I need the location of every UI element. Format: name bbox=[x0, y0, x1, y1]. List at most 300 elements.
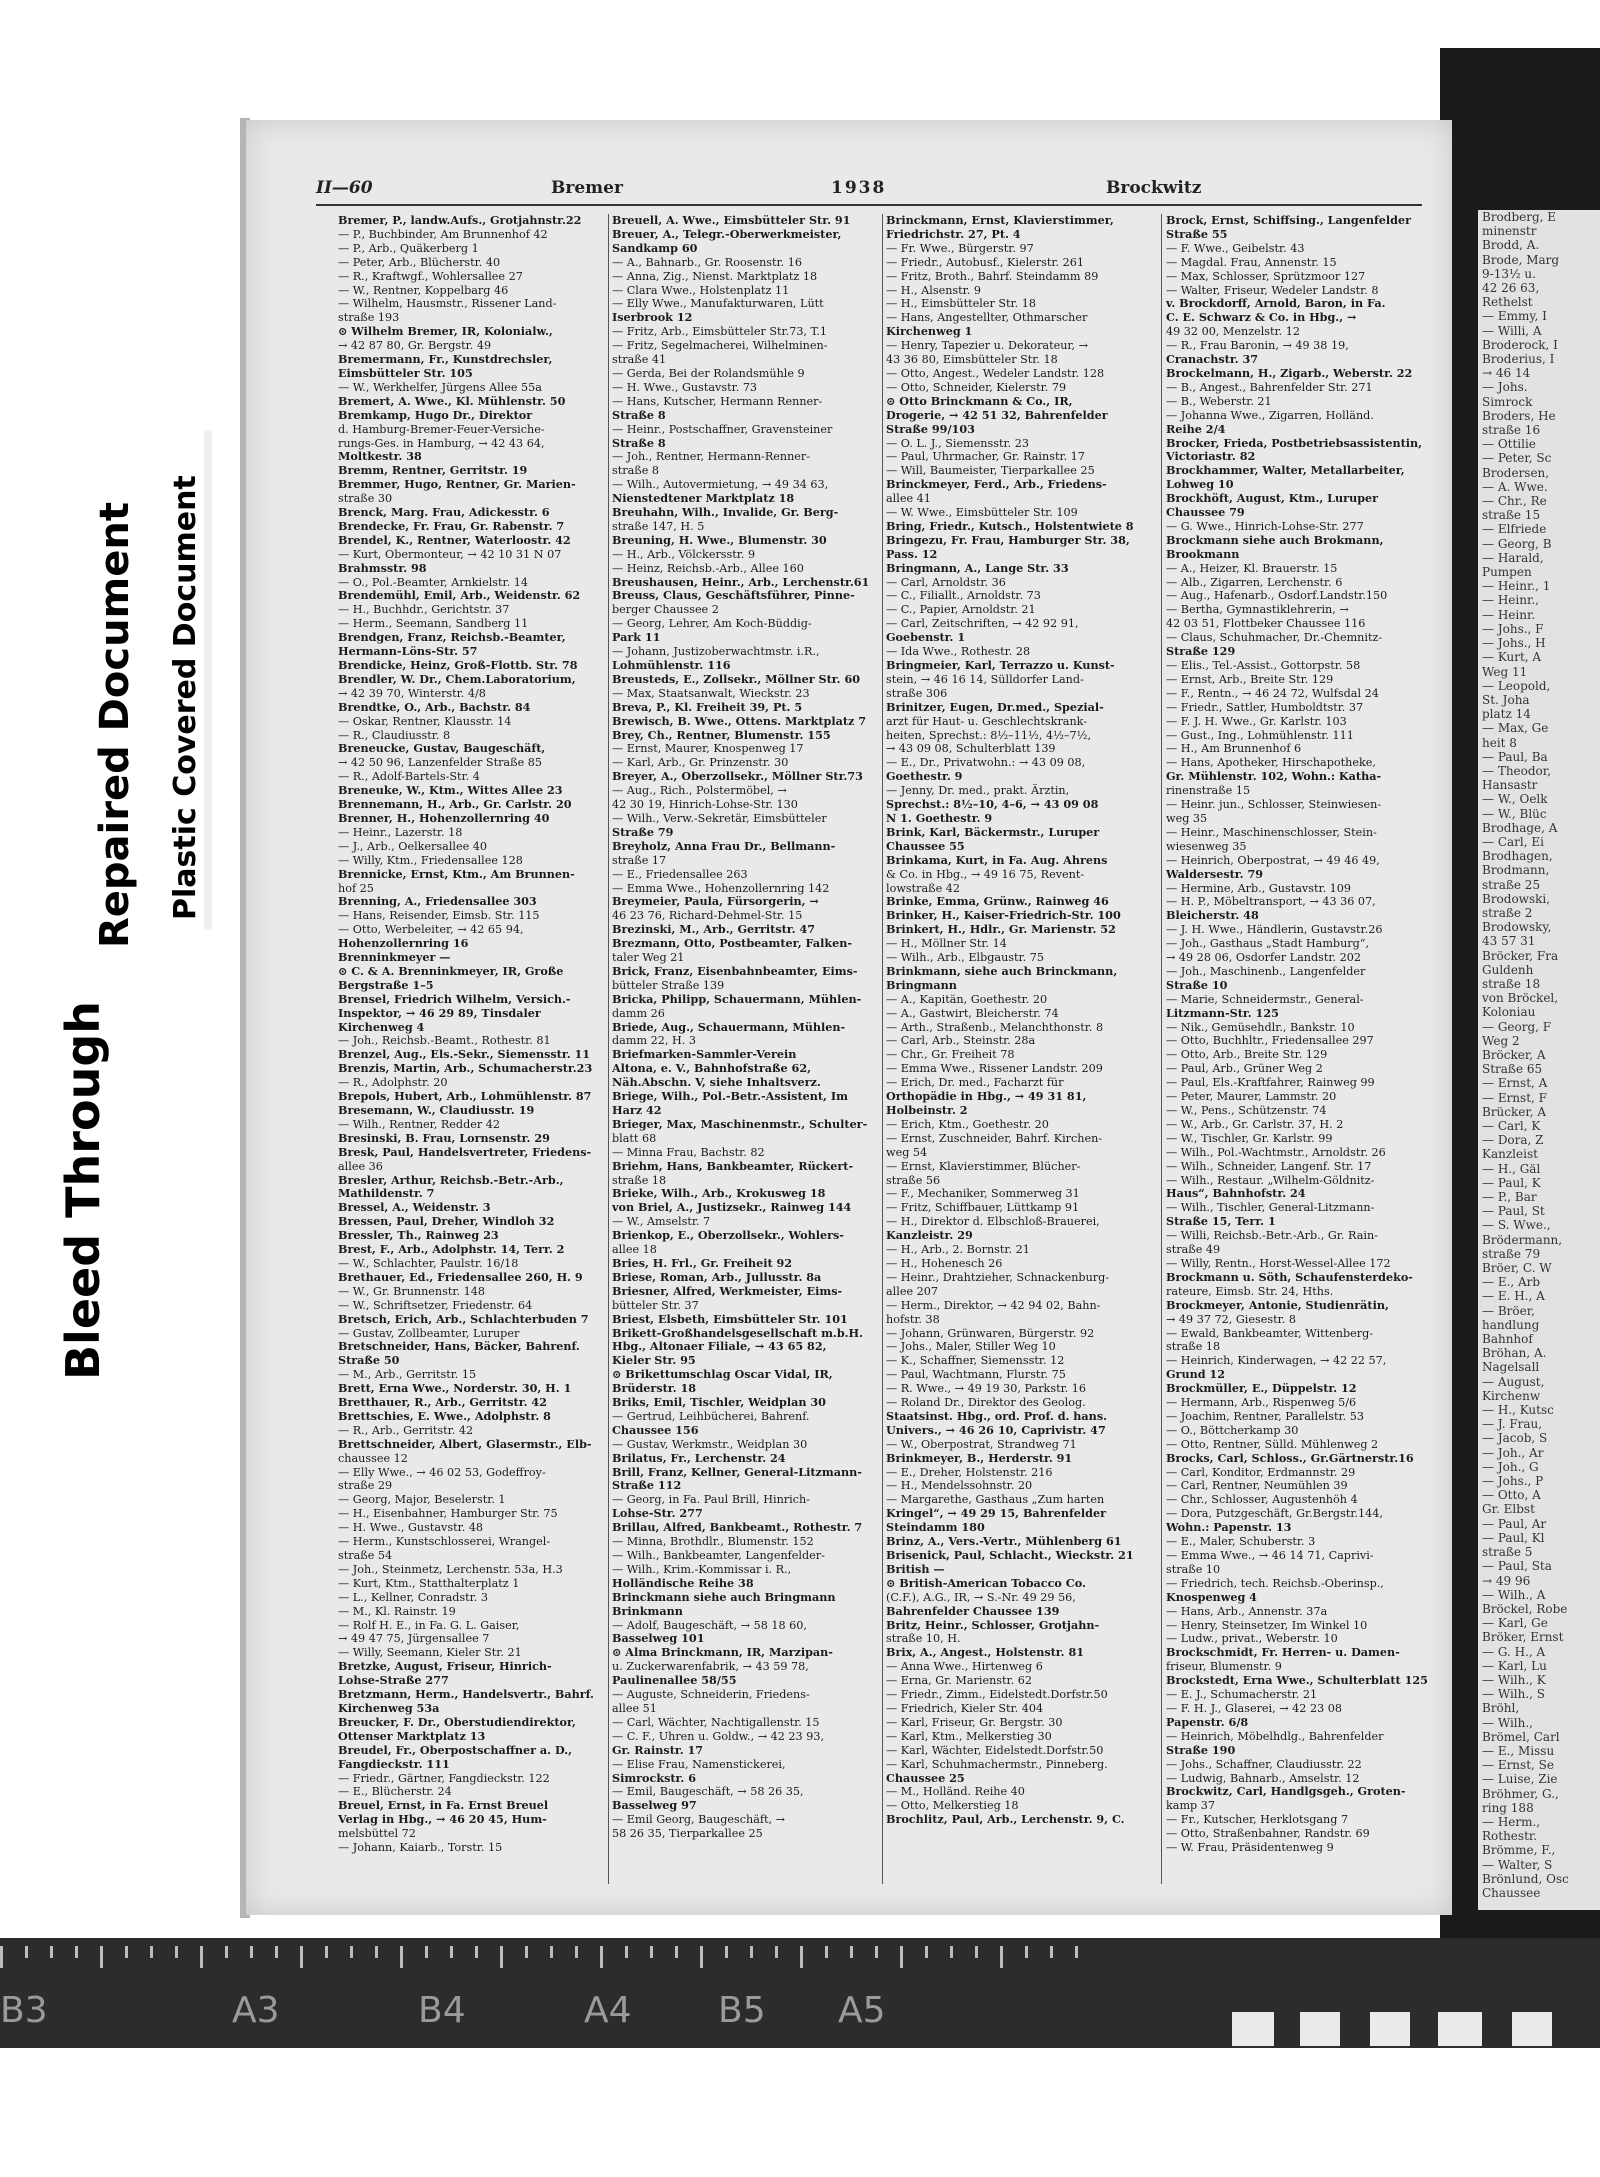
directory-entry-line: — H. Wwe., Gustavstr. 48 bbox=[338, 1521, 484, 1535]
directory-entry-line: — C., Filiallt., Arnoldstr. 73 bbox=[886, 589, 1041, 603]
adjacent-page-line: Chaussee bbox=[1482, 1885, 1541, 1900]
adjacent-page-line: Gr. Elbst bbox=[1482, 1502, 1535, 1517]
directory-entry-line: Pass. 12 bbox=[886, 547, 938, 561]
adjacent-page-line: — Walter, S bbox=[1482, 1857, 1553, 1872]
directory-entry-line: — M., Arb., Gerritstr. 15 bbox=[338, 1368, 477, 1382]
adjacent-page-line: — Ernst, F bbox=[1482, 1090, 1547, 1105]
directory-entry-line: ⊙ Brikettumschlag Oscar Vidal, IR, bbox=[612, 1368, 833, 1382]
directory-entry-line: — Friedr., Gärtner, Fangdieckstr. 122 bbox=[338, 1771, 550, 1785]
adjacent-page-line: Bröhl, bbox=[1482, 1701, 1520, 1716]
directory-entry-line: — Karl, Ktm., Melkerstieg 30 bbox=[886, 1729, 1052, 1743]
directory-entry-line: Haus“, Bahnhofstr. 24 bbox=[1166, 1187, 1306, 1201]
directory-entry-line: Briede, Aug., Schauermann, Mühlen- bbox=[612, 1020, 846, 1034]
plastic-covered-text: Plastic Covered Document bbox=[168, 475, 203, 920]
directory-entry-line: Bremer, P., landw.Aufs., Grotjahnstr.22 bbox=[338, 214, 582, 227]
adjacent-page-line: — Bröer, bbox=[1482, 1303, 1535, 1318]
directory-entry-line: — Bertha, Gymnastiklehrerin, → bbox=[1166, 603, 1349, 617]
adjacent-page-line: — G. H., A bbox=[1482, 1644, 1546, 1659]
directory-entry-line: — Wilh., Restaur. „Wilhelm-Göldnitz- bbox=[1166, 1173, 1375, 1187]
directory-entry-line: Breyholz, Anna Frau Dr., Bellmann- bbox=[612, 839, 836, 853]
directory-entry-line: — A., Bahnarb., Gr. Roosenstr. 16 bbox=[612, 255, 802, 269]
directory-entry-line: Breuss, Claus, Geschäftsführer, Pinne- bbox=[612, 589, 855, 603]
adjacent-page-line: — Peter, Sc bbox=[1482, 451, 1552, 466]
adjacent-page-line: — Johs., F bbox=[1482, 621, 1544, 636]
directory-entry-line: — W., Rentner, Koppelbarg 46 bbox=[338, 283, 509, 297]
adjacent-page-line: — Wilh., K bbox=[1482, 1672, 1546, 1687]
directory-entry-line: Brinkmann bbox=[612, 1604, 683, 1618]
page-header bbox=[316, 178, 1412, 202]
directory-entry-line: Bresler, Arthur, Reichsb.-Betr.-Arb., bbox=[338, 1173, 564, 1187]
adjacent-page-line: — Joh., G bbox=[1482, 1459, 1539, 1474]
directory-entry-line: Brocker, Frieda, Postbetriebsassistentin, bbox=[1166, 436, 1423, 450]
directory-entry-line: — Heinr., Postschaffner, Gravensteiner bbox=[612, 422, 833, 436]
directory-entry-line: Breusteds, E., Zollsekr., Möllner Str. 60 bbox=[612, 672, 861, 686]
directory-entry-line: berger Chaussee 2 bbox=[612, 603, 719, 617]
directory-entry-line: melsbüttel 72 bbox=[338, 1827, 416, 1841]
directory-entry-line: Brinkama, Kurt, in Fa. Aug. Ahrens bbox=[886, 853, 1108, 867]
density-blocks bbox=[1220, 2010, 1600, 2048]
directory-entry-line: Verlag in Hbg., → 46 20 45, Hum- bbox=[338, 1813, 547, 1827]
directory-entry-line: — Hans, Arb., Annenstr. 37a bbox=[1166, 1604, 1328, 1618]
directory-entry-line: — Friedr., Autobusf., Kielerstr. 261 bbox=[886, 255, 1084, 269]
directory-entry-line: — B., Weberstr. 21 bbox=[1166, 394, 1272, 408]
directory-entry-line: — P., Buchbinder, Am Brunnenhof 42 bbox=[338, 227, 548, 241]
directory-entry-line: — Heinrich, Oberpostrat, → 49 46 49, bbox=[1166, 853, 1380, 867]
directory-entry-line: — R. Wwe., → 49 19 30, Parkstr. 16 bbox=[886, 1382, 1087, 1396]
directory-entry-line: Bahrenfelder Chaussee 139 bbox=[886, 1604, 1060, 1618]
directory-entry-line: Brockmeyer, Antonie, Studienrätin, bbox=[1166, 1298, 1389, 1312]
adjacent-page-line: Nagelsall bbox=[1482, 1360, 1540, 1375]
directory-entry-line: — Rolf H. E., in Fa. G. L. Gaiser, bbox=[338, 1618, 520, 1632]
directory-entry-line: Straße 8 bbox=[612, 408, 666, 422]
directory-entry-line: Brieger, Max, Maschinenmstr., Schulter- bbox=[612, 1117, 868, 1131]
scale-tick bbox=[325, 1946, 328, 1958]
directory-entry-line: Brinckmann siehe auch Bringmann bbox=[612, 1590, 836, 1604]
directory-entry-line: straße 30 bbox=[338, 492, 393, 506]
directory-entry-line: Kanzleistr. 29 bbox=[886, 1229, 973, 1243]
adjacent-page-line: Brodersen, bbox=[1482, 465, 1550, 480]
directory-entry-line: 43 36 80, Eimsbütteler Str. 18 bbox=[886, 353, 1058, 367]
adjacent-page-line: Brode, Marg bbox=[1482, 252, 1560, 267]
directory-entry-line: — R., Arb., Gerritstr. 42 bbox=[338, 1423, 474, 1437]
directory-entry-line: — O. L. J., Siemensstr. 23 bbox=[886, 436, 1029, 450]
directory-entry-line: & Co. in Hbg., → 49 16 75, Revent- bbox=[886, 867, 1085, 881]
directory-entry-line: — Johs., Schaffner, Claudiusstr. 22 bbox=[1166, 1757, 1362, 1771]
directory-entry-line: — Ernst, Zuschneider, Bahrf. Kirchen- bbox=[886, 1131, 1103, 1145]
directory-entry-line: Breuel, Ernst, in Fa. Ernst Breuel bbox=[338, 1799, 549, 1813]
directory-entry-line: — Erich, Dr. med., Facharzt für bbox=[886, 1076, 1064, 1090]
adjacent-page-line: Brödermann, bbox=[1482, 1232, 1563, 1247]
adjacent-page-line: — Karl, Ge bbox=[1482, 1616, 1548, 1631]
directory-entry-line: — H., Möllner Str. 14 bbox=[886, 937, 1007, 951]
directory-entry-line: Paulinenallee 58/55 bbox=[612, 1674, 737, 1688]
adjacent-page-line: minenstr bbox=[1482, 224, 1537, 239]
directory-entry-line: — A., Kapitän, Goethestr. 20 bbox=[886, 992, 1048, 1006]
repaired-document-text: Repaired Document bbox=[92, 502, 138, 948]
directory-entry-line: — H., Eimsbütteler Str. 18 bbox=[886, 297, 1036, 311]
directory-entry-line: — Hermann, Arb., Rispenweg 5/6 bbox=[1166, 1396, 1357, 1410]
scale-tick bbox=[175, 1946, 178, 1958]
directory-entry-line: Univers., → 46 26 10, Caprivistr. 47 bbox=[886, 1423, 1106, 1437]
directory-entry-line: — J., Arb., Oelkersallee 40 bbox=[338, 839, 488, 853]
adjacent-page-line: Brücker, A bbox=[1482, 1104, 1547, 1119]
directory-entry-line: Straße 15, Terr. 1 bbox=[1166, 1215, 1276, 1229]
scale-tick bbox=[825, 1946, 828, 1958]
directory-entry-line: Reihe 2/4 bbox=[1166, 422, 1226, 436]
directory-entry-line: straße 49 bbox=[1166, 1243, 1221, 1257]
directory-entry-line: Brock, Ernst, Schiffsing., Langenfelder bbox=[1166, 214, 1411, 227]
directory-entry-line: Breuell, A. Wwe., Eimsbütteler Str. 91 bbox=[612, 214, 851, 227]
adjacent-page-line: — Johs., P bbox=[1482, 1474, 1544, 1489]
scale-tick bbox=[950, 1946, 953, 1958]
adjacent-page-line: — Herm., bbox=[1482, 1814, 1541, 1829]
directory-entry-line: ⊙ C. & A. Brenninkmeyer, IR, Große bbox=[338, 964, 564, 978]
directory-entry-line: allee 51 bbox=[612, 1701, 657, 1715]
directory-entry-line: — Otto, Schneider, Kielerstr. 79 bbox=[886, 380, 1067, 394]
directory-entry-line: Park 11 bbox=[612, 631, 661, 645]
directory-entry-line: Brahmsstr. 98 bbox=[338, 561, 427, 575]
adjacent-page-line: → 46 14 bbox=[1482, 366, 1531, 381]
scale-tick bbox=[775, 1946, 778, 1958]
adjacent-page-line: — Paul, Ba bbox=[1482, 749, 1548, 764]
directory-entry-line: — H., Mendelssohnstr. 20 bbox=[886, 1479, 1033, 1493]
directory-entry-line: Brettschies, E. Wwe., Adolphstr. 8 bbox=[338, 1409, 551, 1423]
adjacent-page-line: — Paul, Kl bbox=[1482, 1530, 1545, 1545]
directory-entry-line: Hohenzollernring 16 bbox=[338, 937, 469, 951]
adjacent-page-line: Bröer, C. W bbox=[1482, 1261, 1552, 1276]
directory-entry-line: — W., Schriftsetzer, Friedenstr. 64 bbox=[338, 1298, 533, 1312]
scale-tick bbox=[25, 1946, 28, 1958]
adjacent-page-line: Weg 11 bbox=[1482, 664, 1528, 679]
directory-entry-line: — W., Pens., Schützenstr. 74 bbox=[1166, 1104, 1327, 1117]
directory-entry-line: Lohweg 10 bbox=[1166, 478, 1234, 492]
directory-entry-line: — Carl, Arb., Steinstr. 28a bbox=[886, 1034, 1036, 1048]
directory-entry-line: — Heinr., Maschinenschlosser, Stein- bbox=[1166, 825, 1377, 839]
adjacent-page-line: Brodowski, bbox=[1482, 891, 1551, 906]
scale-tick bbox=[625, 1946, 628, 1958]
directory-entry-line: — Fritz, Arb., Eimsbütteler Str.73, T.1 bbox=[612, 325, 828, 339]
directory-entry-line: Brendler, W. Dr., Chem.Laboratorium, bbox=[338, 672, 576, 686]
scale-tick bbox=[600, 1946, 603, 1968]
directory-entry-line: Waldersestr. 79 bbox=[1166, 867, 1264, 881]
directory-entry-line: — Otto, Rentner, Sülld. Mühlenweg 2 bbox=[1166, 1437, 1379, 1451]
directory-column-1 bbox=[338, 214, 608, 1855]
directory-entry-line: — Otto, Buchhltr., Friedensallee 297 bbox=[1166, 1034, 1374, 1048]
directory-entry-line: Basselweg 97 bbox=[612, 1799, 697, 1813]
column-divider bbox=[882, 214, 883, 1884]
adjacent-page-line: — Dora, Z bbox=[1482, 1133, 1544, 1148]
adjacent-page-line: — S. Wwe., bbox=[1482, 1218, 1551, 1233]
directory-page bbox=[246, 120, 1452, 1915]
directory-entry-line: Brookmann bbox=[1166, 547, 1240, 561]
adjacent-page-line: Weg 2 bbox=[1482, 1033, 1520, 1048]
directory-entry-line: — Karl, Schuhmachermstr., Pinneberg. bbox=[886, 1757, 1108, 1771]
directory-entry-line: Breneucke, Gustav, Baugeschäft, bbox=[338, 742, 546, 756]
directory-entry-line: straße 54 bbox=[338, 1549, 393, 1562]
directory-entry-line: — Adolf, Baugeschäft, → 58 18 60, bbox=[612, 1618, 807, 1632]
directory-entry-line: — M., Kl. Rainstr. 19 bbox=[338, 1604, 456, 1618]
directory-entry-line: — K., Schaffner, Siemensstr. 12 bbox=[886, 1354, 1065, 1368]
scale-tick bbox=[550, 1946, 553, 1958]
directory-entry-line: — Otto, Straßenbahner, Randstr. 69 bbox=[1166, 1827, 1370, 1841]
adjacent-page-line: — Ernst, A bbox=[1482, 1076, 1548, 1091]
directory-entry-line: — Nik., Gemüsehdlr., Bankstr. 10 bbox=[1166, 1020, 1355, 1034]
adjacent-page-line: Broderock, I bbox=[1482, 337, 1558, 352]
adjacent-page-line: — P., Bar bbox=[1482, 1190, 1537, 1205]
directory-entry-line: — W., Gr. Brunnenstr. 148 bbox=[338, 1284, 485, 1298]
directory-entry-line: — Elly Wwe., → 46 02 53, Godeffroy- bbox=[338, 1465, 546, 1479]
directory-entry-line: Bretsch, Erich, Arb., Schlachterbuden 7 bbox=[338, 1312, 589, 1326]
adjacent-page-line: Straße 65 bbox=[1482, 1062, 1543, 1077]
directory-entry-line: Bressel, A., Weidenstr. 3 bbox=[338, 1201, 491, 1215]
directory-entry-line: Goebenstr. 1 bbox=[886, 631, 966, 645]
directory-entry-line: Cranachstr. 37 bbox=[1166, 353, 1259, 367]
adjacent-page-line: — E., Missu bbox=[1482, 1743, 1555, 1758]
directory-entry-line: Lohmühlenstr. 116 bbox=[612, 659, 731, 672]
directory-entry-line: — E., Dreher, Holstenstr. 216 bbox=[886, 1465, 1053, 1479]
directory-entry-line: — Ludwig, Bahnarb., Amselstr. 12 bbox=[1166, 1771, 1360, 1785]
directory-entry-line: Brendgen, Franz, Reichsb.-Beamter, bbox=[338, 631, 566, 645]
directory-entry-line: — Clara Wwe., Holstenplatz 11 bbox=[612, 283, 790, 297]
directory-entry-line: rungs-Ges. in Hamburg, → 42 43 64, bbox=[338, 436, 545, 450]
directory-entry-line: Bringmann, A., Lange Str. 33 bbox=[886, 561, 1069, 575]
directory-entry-line: Lohse-Straße 277 bbox=[338, 1674, 449, 1688]
directory-entry-line: Breyer, A., Oberzollsekr., Möllner Str.73 bbox=[612, 770, 863, 784]
directory-entry-line: Straße 129 bbox=[1166, 645, 1236, 659]
adjacent-page-line: Broders, He bbox=[1482, 408, 1556, 423]
scale-tick bbox=[875, 1946, 878, 1958]
directory-entry-line: — Jenny, Dr. med., prakt. Ärztin, bbox=[886, 784, 1070, 798]
scale-tick bbox=[925, 1946, 928, 1958]
adjacent-page-line: von Bröckel, bbox=[1482, 991, 1559, 1006]
directory-entry-line: — Wilh., Krim.-Kommissar i. R., bbox=[612, 1562, 792, 1576]
scale-tick bbox=[725, 1946, 728, 1958]
directory-entry-line: — Heinz, Reichsb.-Arb., Allee 160 bbox=[612, 561, 804, 575]
directory-entry-line: Brockwitz, Carl, Handlgsgeh., Groten- bbox=[1166, 1785, 1406, 1799]
scale-tick bbox=[650, 1946, 653, 1958]
directory-entry-line: — Elise Frau, Namenstickerei, bbox=[612, 1757, 786, 1771]
header-rule bbox=[316, 204, 1422, 206]
adjacent-page-line: Brodd, A. bbox=[1482, 238, 1540, 253]
directory-entry-line: → 49 37 72, Giesestr. 8 bbox=[1166, 1312, 1296, 1326]
directory-entry-line: — Paul, Els.-Kraftfahrer, Rainweg 99 bbox=[1166, 1076, 1375, 1090]
directory-entry-line: Grund 12 bbox=[1166, 1368, 1226, 1382]
adjacent-page-line: — Joh., Ar bbox=[1482, 1445, 1544, 1460]
scale-tick bbox=[125, 1946, 128, 1958]
directory-entry-line: Gr. Mühlenstr. 102, Wohn.: Katha- bbox=[1166, 770, 1382, 784]
adjacent-page-line: — Johs., H bbox=[1482, 636, 1546, 651]
directory-entry-line: — Carl, Konditor, Erdmannstr. 29 bbox=[1166, 1465, 1356, 1479]
directory-entry-line: Brinke, Emma, Grünw., Rainweg 46 bbox=[886, 895, 1109, 909]
scale-tick bbox=[800, 1946, 803, 1968]
directory-entry-line: — Joh., Steinmetz, Lerchenstr. 53a, H.3 bbox=[338, 1562, 563, 1576]
adjacent-page-line: Koloniau bbox=[1482, 1005, 1536, 1020]
directory-entry-line: — Oskar, Rentner, Klausstr. 14 bbox=[338, 714, 512, 728]
directory-entry-line: — Heinr., Lazerstr. 18 bbox=[338, 825, 463, 839]
directory-entry-line: Brettschneider, Albert, Glasermstr., Elb- bbox=[338, 1437, 592, 1451]
scale-tick bbox=[500, 1946, 503, 1968]
directory-entry-line: — Gustav, Werkmstr., Weidplan 30 bbox=[612, 1437, 808, 1451]
directory-entry-line: u. Zuckerwarenfabrik, → 43 59 78, bbox=[612, 1660, 809, 1674]
adjacent-page-line: Bröcker, Fra bbox=[1482, 948, 1559, 963]
directory-column-4 bbox=[1166, 214, 1436, 1855]
directory-entry-line: Brinker, H., Kaiser-Friedrich-Str. 100 bbox=[886, 909, 1121, 923]
scale-tick bbox=[700, 1946, 703, 1968]
directory-entry-line: — Herm., Kunstschlosserei, Wrangel- bbox=[338, 1535, 551, 1549]
directory-entry-line: straße 56 bbox=[886, 1173, 941, 1187]
directory-entry-line: — Gust., Ing., Lohmühlenstr. 111 bbox=[1166, 728, 1354, 742]
directory-entry-line: — Joh., Gasthaus „Stadt Hamburg“, bbox=[1166, 937, 1370, 951]
directory-entry-line: ⊙ Wilhelm Bremer, IR, Kolonialw., bbox=[338, 325, 553, 339]
adjacent-page-line: — E., Arb bbox=[1482, 1275, 1541, 1290]
directory-entry-line: — O., Böttcherkamp 30 bbox=[1166, 1423, 1299, 1437]
directory-entry-line: — Roland Dr., Direktor des Geolog. bbox=[886, 1396, 1086, 1410]
directory-entry-line: — Emma Wwe., Rissener Landstr. 209 bbox=[886, 1062, 1103, 1076]
directory-entry-line: Chaussee 55 bbox=[886, 839, 965, 853]
directory-entry-line: — Karl, Friseur, Gr. Bergstr. 30 bbox=[886, 1715, 1063, 1729]
directory-entry-line: — H., Arb., Völckersstr. 9 bbox=[612, 547, 756, 561]
adjacent-page-line: — Chr., Re bbox=[1482, 494, 1547, 509]
directory-entry-line: — Hans, Kutscher, Hermann Renner- bbox=[612, 394, 823, 408]
adjacent-page-line: Broderius, I bbox=[1482, 352, 1555, 367]
directory-entry-line: — H., Am Brunnenhof 6 bbox=[1166, 742, 1302, 756]
directory-entry-line: Brenzis, Martin, Arb., Schumacherstr.23 bbox=[338, 1062, 593, 1076]
adjacent-page-line: Brömme, F., bbox=[1482, 1843, 1556, 1858]
directory-entry-line: straße 10 bbox=[1166, 1562, 1221, 1576]
directory-entry-line: Eimsbütteler Str. 105 bbox=[338, 366, 473, 380]
adjacent-page-line: handlung bbox=[1482, 1317, 1540, 1332]
directory-entry-line: — Heinrich, Kinderwagen, → 42 22 57, bbox=[1166, 1354, 1387, 1368]
directory-entry-line: — Otto, Arb., Breite Str. 129 bbox=[1166, 1048, 1328, 1062]
directory-entry-line: C. E. Schwarz & Co. in Hbg., → bbox=[1166, 311, 1357, 325]
directory-entry-line: Straße 79 bbox=[612, 825, 674, 839]
directory-entry-line: Brethauer, Ed., Friedensallee 260, H. 9 bbox=[338, 1270, 583, 1284]
directory-entry-line: — H. Wwe., Gustavstr. 73 bbox=[612, 380, 758, 394]
directory-entry-line: Brockmüller, E., Düppelstr. 12 bbox=[1166, 1382, 1357, 1396]
scale-tick bbox=[575, 1946, 578, 1958]
adjacent-page-line: — Theodor, bbox=[1482, 763, 1552, 778]
scale-tick bbox=[200, 1946, 203, 1968]
adjacent-page-line: Brodhagen, bbox=[1482, 849, 1553, 864]
directory-entry-line: — A., Heizer, Kl. Brauerstr. 15 bbox=[1166, 561, 1338, 575]
scale-label: B3 bbox=[0, 1990, 48, 2031]
directory-entry-line: — Will, Baumeister, Tierparkallee 25 bbox=[886, 464, 1095, 478]
directory-entry-line: — E., Blücherstr. 24 bbox=[338, 1785, 452, 1799]
directory-entry-line: bütteler Str. 37 bbox=[612, 1298, 699, 1312]
directory-entry-line: — Georg, Major, Beselerstr. 1 bbox=[338, 1493, 506, 1507]
directory-entry-line: Brisenick, Paul, Schlacht., Wieckstr. 21 bbox=[886, 1549, 1134, 1562]
directory-entry-line: Bremert, A. Wwe., Kl. Mühlenstr. 50 bbox=[338, 394, 566, 408]
directory-entry-line: heiten, Sprechst.: 8½–11½, 4½–7½, bbox=[886, 728, 1092, 742]
directory-entry-line: → 49 28 06, Osdorfer Landstr. 202 bbox=[1166, 951, 1361, 965]
directory-entry-line: — B., Angest., Bahrenfelder Str. 271 bbox=[1166, 380, 1373, 394]
directory-entry-line: Straße 112 bbox=[612, 1479, 682, 1493]
directory-entry-line: — Magdal. Frau, Annenstr. 15 bbox=[1166, 255, 1337, 269]
directory-entry-line: Straße 99/103 bbox=[886, 422, 975, 436]
directory-entry-line: d. Hamburg-Bremer-Feuer-Versiche- bbox=[338, 422, 545, 436]
directory-entry-line: — Carl, Wächter, Nachtigallenstr. 15 bbox=[612, 1715, 820, 1729]
scale-tick bbox=[525, 1946, 528, 1958]
directory-entry-line: — G. Wwe., Hinrich-Lohse-Str. 277 bbox=[1166, 519, 1364, 533]
directory-entry-line: — F., Mechaniker, Sommerweg 31 bbox=[886, 1187, 1080, 1201]
directory-entry-line: — H., Hohenesch 26 bbox=[886, 1256, 1003, 1270]
directory-entry-line: — Peter, Arb., Blücherstr. 40 bbox=[338, 255, 501, 269]
adjacent-page-line: — H., Gäl bbox=[1482, 1161, 1541, 1176]
directory-entry-line: Briest, Elsbeth, Eimsbütteler Str. 101 bbox=[612, 1312, 848, 1326]
directory-entry-line: 46 23 76, Richard-Dehmel-Str. 15 bbox=[612, 909, 803, 923]
directory-column-3 bbox=[886, 214, 1156, 1827]
directory-entry-line: straße 17 bbox=[612, 853, 667, 867]
directory-entry-line: — Max, Staatsanwalt, Wieckstr. 23 bbox=[612, 686, 810, 700]
directory-entry-line: Briesner, Alfred, Werkmeister, Eims- bbox=[612, 1284, 843, 1298]
directory-entry-line: Kirchenweg 1 bbox=[886, 325, 973, 339]
scale-tick bbox=[100, 1946, 103, 1968]
directory-entry-line: — Willy, Ktm., Friedensallee 128 bbox=[338, 853, 523, 867]
directory-entry-line: — Heinr. jun., Schlosser, Steinwiesen- bbox=[1166, 798, 1382, 812]
adjacent-page-line: St. Joha bbox=[1482, 692, 1530, 707]
adjacent-page-line: straße 25 bbox=[1482, 877, 1541, 892]
directory-entry-line: Brinckmann, Ernst, Klavierstimmer, bbox=[886, 214, 1114, 227]
directory-entry-line: — Carl, Arnoldstr. 36 bbox=[886, 575, 1006, 589]
directory-entry-line: — Johann, Kaiarb., Torstr. 15 bbox=[338, 1841, 503, 1855]
directory-entry-line: — F. H. J., Glaserei, → 42 23 08 bbox=[1166, 1701, 1342, 1715]
directory-entry-line: — R., Claudiusstr. 8 bbox=[338, 728, 451, 742]
directory-entry-line: ⊙ Alma Brinckmann, IR, Marzipan- bbox=[612, 1646, 833, 1660]
directory-entry-line: Breudel, Fr., Oberpostschaffner a. D., bbox=[338, 1743, 573, 1757]
directory-entry-line: — Minna Frau, Bachstr. 82 bbox=[612, 1145, 765, 1159]
directory-entry-line: 42 03 51, Flottbeker Chaussee 116 bbox=[1166, 617, 1366, 631]
scale-tick bbox=[675, 1946, 678, 1958]
directory-entry-line: Brockmann u. Söth, Schaufensterdeko- bbox=[1166, 1270, 1413, 1284]
directory-entry-line: — Henry, Steinsetzer, Im Winkel 10 bbox=[1166, 1618, 1368, 1632]
adjacent-page-line: — Luise, Zie bbox=[1482, 1772, 1558, 1787]
directory-entry-line: — Fr. Wwe., Bürgerstr. 97 bbox=[886, 241, 1034, 255]
directory-entry-line: — Joachim, Rentner, Parallelstr. 53 bbox=[1166, 1409, 1364, 1423]
adjacent-page-line: straße 16 bbox=[1482, 423, 1541, 438]
directory-entry-line: Bretzmann, Herm., Handelsvertr., Bahrf. bbox=[338, 1688, 594, 1702]
directory-entry-line: — Erich, Ktm., Goethestr. 20 bbox=[886, 1117, 1049, 1131]
adjacent-page-fragments bbox=[1478, 210, 1600, 1900]
adjacent-page-line: straße 79 bbox=[1482, 1246, 1541, 1261]
directory-entry-line: — H., Arb., 2. Bornstr. 21 bbox=[886, 1243, 1030, 1257]
directory-entry-line: — C., Papier, Arnoldstr. 21 bbox=[886, 603, 1036, 617]
directory-entry-line: — Wilh., Schneider, Langenf. Str. 17 bbox=[1166, 1159, 1372, 1173]
directory-entry-line: Friedrichstr. 27, Pt. 4 bbox=[886, 227, 1021, 241]
adjacent-page-line: — Paul, Ar bbox=[1482, 1516, 1547, 1531]
adjacent-page-line: 43 57 31 bbox=[1482, 934, 1536, 949]
directory-entry-line: — Dora, Putzgeschäft, Gr.Bergstr.144, bbox=[1166, 1507, 1383, 1521]
directory-entry-line: — Gustav, Zollbeamter, Luruper bbox=[338, 1326, 520, 1340]
adjacent-page-line: — Emmy, I bbox=[1482, 309, 1547, 324]
adjacent-page-line: — Heinr., bbox=[1482, 593, 1539, 608]
directory-entry-line: — L., Kellner, Conradstr. 3 bbox=[338, 1590, 488, 1604]
directory-entry-line: Mathildenstr. 7 bbox=[338, 1187, 435, 1201]
directory-entry-line: — W., Tischler, Gr. Karlstr. 99 bbox=[1166, 1131, 1333, 1145]
directory-entry-line: — F. Wwe., Geibelstr. 43 bbox=[1166, 241, 1305, 255]
directory-entry-line: — W. Wwe., Eimsbütteler Str. 109 bbox=[886, 506, 1078, 520]
scale-label: A5 bbox=[838, 1990, 886, 2031]
adjacent-page-line: — J. Frau, bbox=[1482, 1417, 1543, 1432]
adjacent-page-line: — Ottilie bbox=[1482, 437, 1536, 452]
directory-entry-line: — Joh., Reichsb.-Beamt., Rothestr. 81 bbox=[338, 1034, 551, 1048]
directory-entry-line: Brüderstr. 18 bbox=[612, 1382, 697, 1396]
directory-entry-line: Brennicke, Ernst, Ktm., Am Brunnen- bbox=[338, 867, 575, 881]
adjacent-page-line: — Kurt, A bbox=[1482, 650, 1542, 665]
directory-entry-line: — Ernst, Maurer, Knospenweg 17 bbox=[612, 742, 804, 756]
directory-entry-line: Inspektor, → 46 29 89, Tinsdaler bbox=[338, 1006, 541, 1020]
directory-entry-line: Briehm, Hans, Bankbeamter, Rückert- bbox=[612, 1159, 854, 1173]
adjacent-page-line: Kanzleist bbox=[1482, 1147, 1538, 1162]
